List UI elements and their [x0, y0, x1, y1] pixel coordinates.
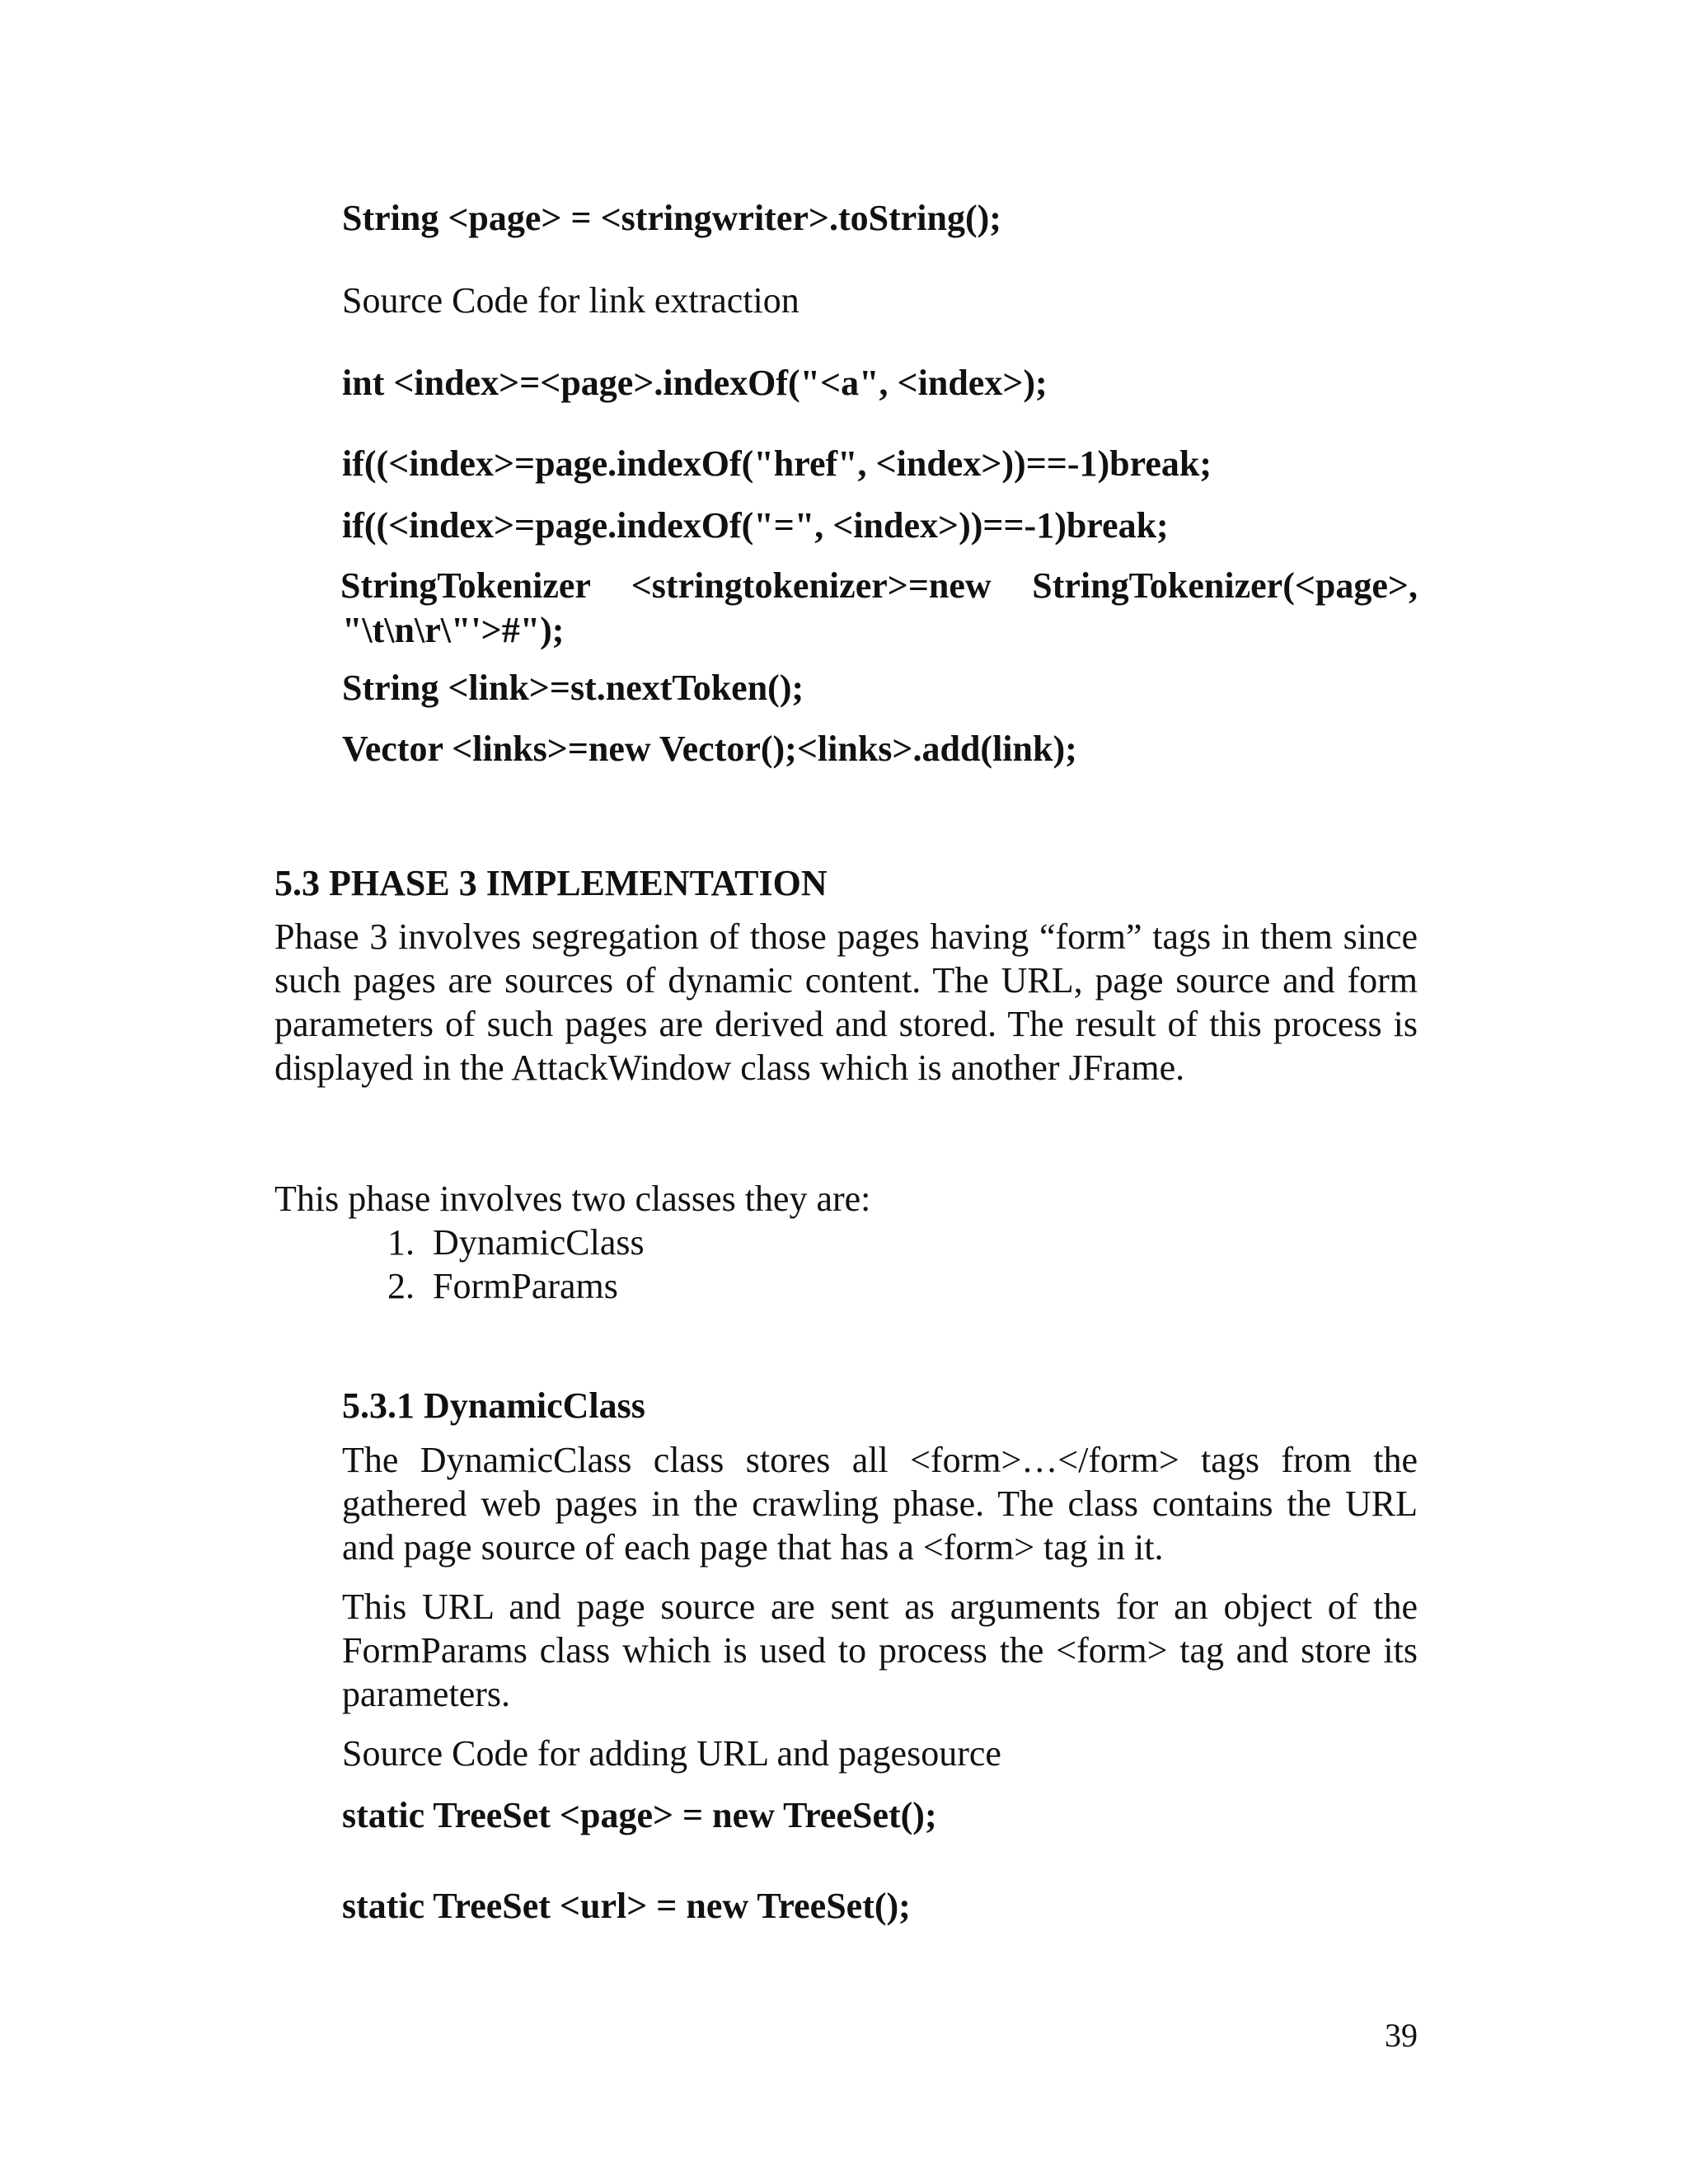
- code-line-equals: if((<index>=page.indexOf("=", <index>))==-1)break;: [342, 505, 1169, 546]
- page-number: 39: [1385, 2017, 1418, 2054]
- code-line-stringtokenizer-cont: "\t\n\r\"'>#");: [342, 610, 565, 650]
- code-line-vector: Vector <links>=new Vector();<links>.add(link);: [342, 729, 1077, 769]
- class-list: [387, 1221, 645, 1308]
- list-item: 1. DynamicClass: [387, 1222, 645, 1263]
- code-line-tostring: String <page> = <stringwriter>.toString();: [342, 198, 1001, 238]
- code-line-nexttoken: String <link>=st.nextToken();: [342, 668, 804, 708]
- subsection-paragraph-1: The DynamicClass class stores all <form>…</form> tags from the gathered web pages in the crawling phase. The class contains the URL and page source of each page that has a <form> tag in it.: [342, 1440, 1418, 1568]
- subsection-heading: 5.3.1 DynamicClass: [342, 1385, 645, 1426]
- section-intro: This phase involves two classes they are:: [274, 1179, 871, 1219]
- code-line-treeset-page: static TreeSet <page> = new TreeSet();: [342, 1795, 937, 1835]
- section-heading: 5.3 PHASE 3 IMPLEMENTATION: [274, 863, 828, 903]
- code-line-indexof-a: int <index>=<page>.indexOf("<a", <index>);: [342, 363, 1048, 403]
- subsection-paragraph-2: This URL and page source are sent as arguments for an object of the FormParams class which is used to process the <form> tag and store its parameters.: [342, 1586, 1418, 1714]
- code-line-stringtokenizer: StringTokenizer <stringtokenizer>=new StringTokenizer(<page>,: [340, 565, 1418, 606]
- code-caption-url-pagesource: Source Code for adding URL and pagesource: [342, 1733, 1001, 1774]
- section-paragraph: Phase 3 involves segregation of those pages having “form” tags in them since such pages are sources of dynamic content. The URL, page source and form parameters of such pages are derived and stored. The result of this process is displayed in the AttackWindow class which is another JFrame.: [274, 916, 1418, 1088]
- code-line-treeset-url: static TreeSet <url> = new TreeSet();: [342, 1886, 911, 1926]
- code-caption-link-extraction: Source Code for link extraction: [342, 280, 799, 321]
- code-line-href: if((<index>=page.indexOf("href", <index>))==-1)break;: [342, 443, 1212, 484]
- list-item: 2. FormParams: [387, 1266, 618, 1306]
